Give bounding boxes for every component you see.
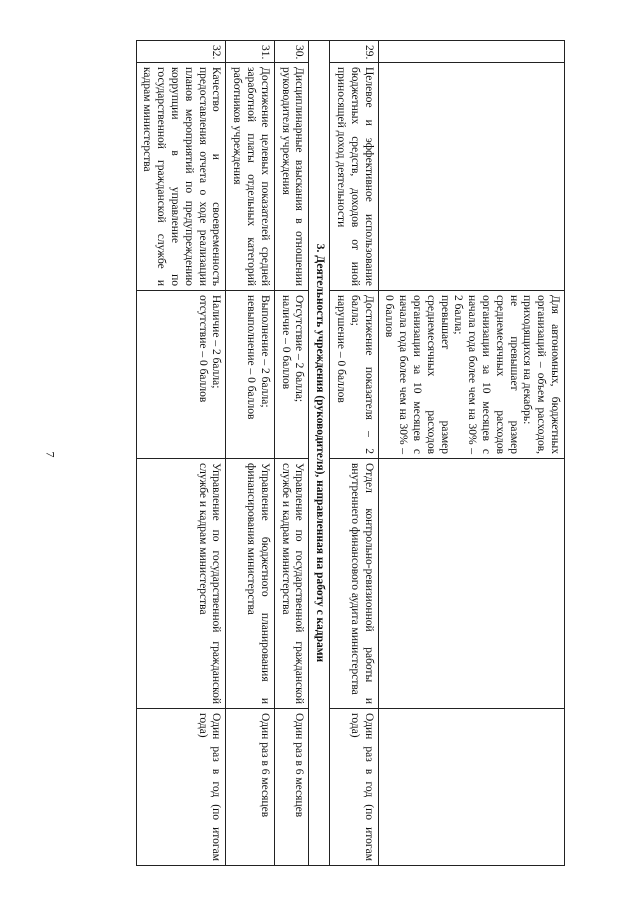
period-cell: Один раз в 6 месяцев bbox=[226, 709, 274, 866]
indicator-cell: Дисциплинарные взыскания в отношении руководителя учреждения bbox=[274, 63, 309, 291]
period-cell: Один раз в год (по итогам года) bbox=[330, 709, 378, 866]
indicator-cell: Целевое и эффективное использование бюджетных средств, доходов от иной приносящей доход деятельности bbox=[330, 63, 378, 291]
criterion-cell: Выполнение – 2 балла; невыполнение – 0 баллов bbox=[226, 291, 274, 459]
cell-period-empty bbox=[378, 709, 564, 866]
indicator-cell: Качество и своевременность предоставления отчета о ходе реализации планов мероприятий по предупреждению коррупции в управление по государственной гражданской службе и кадрам министерства bbox=[136, 63, 226, 291]
indicator-cell: Достижение целевых показателей средней заработной платы отдельных категорий работников учреждения bbox=[226, 63, 274, 291]
row-number: 31. bbox=[226, 41, 274, 63]
table-row-continuation bbox=[378, 41, 564, 866]
criterion-cell: Достижение показателя – 2 балла; нарушение – 0 баллов bbox=[330, 291, 378, 459]
criteria-table-body bbox=[136, 41, 564, 866]
criterion-cell: Наличие – 2 балла; отсутствие – 0 баллов bbox=[136, 291, 226, 459]
table-row bbox=[330, 41, 378, 866]
cell-responsible-empty bbox=[378, 459, 564, 709]
cell-indicator-empty bbox=[378, 63, 564, 291]
period-cell: Один раз в 6 месяцев bbox=[274, 709, 309, 866]
responsible-cell: Управление по государственной гражданской службе и кадрам министерства bbox=[274, 459, 309, 709]
responsible-cell: Управление бюджетного планирования и финансирования министерства bbox=[226, 459, 274, 709]
responsible-cell: Отдел контрольно-ревизионной работы и внутреннего финансового аудита министерства bbox=[330, 459, 378, 709]
criterion-cell: Отсутствие – 2 балла; наличие – 0 баллов bbox=[274, 291, 309, 459]
cell-criterion-continuation: Для автономных, бюджетных организаций – объем расходов, приходящихся на декабрь: не превышает размер среднемесячных расходов организации за 10 месяцев с начала года более чем на 30% – 2 балла; превышает размер среднемесячных расходов организации за 10 месяцев с начала года более чем на 30% – 0 баллов bbox=[378, 291, 564, 459]
rotated-table-container bbox=[60, 40, 565, 865]
row-number: 29. bbox=[330, 41, 378, 63]
period-cell: Один раз в год (по итогам года) bbox=[136, 709, 226, 866]
cell-num-empty bbox=[378, 41, 564, 63]
criteria-table bbox=[136, 40, 565, 866]
section-heading: 3. Деятельность учреждения (руководителя), направленная на работу с кадрами bbox=[309, 41, 330, 866]
row-number: 32. bbox=[136, 41, 226, 63]
page-number: 7 bbox=[43, 451, 58, 458]
row-number: 30. bbox=[274, 41, 309, 63]
table-row bbox=[136, 41, 226, 866]
responsible-cell: Управление по государственной гражданской службе и кадрам министерства bbox=[136, 459, 226, 709]
table-row bbox=[274, 41, 309, 866]
table-row bbox=[226, 41, 274, 866]
section-heading-row bbox=[309, 41, 330, 866]
